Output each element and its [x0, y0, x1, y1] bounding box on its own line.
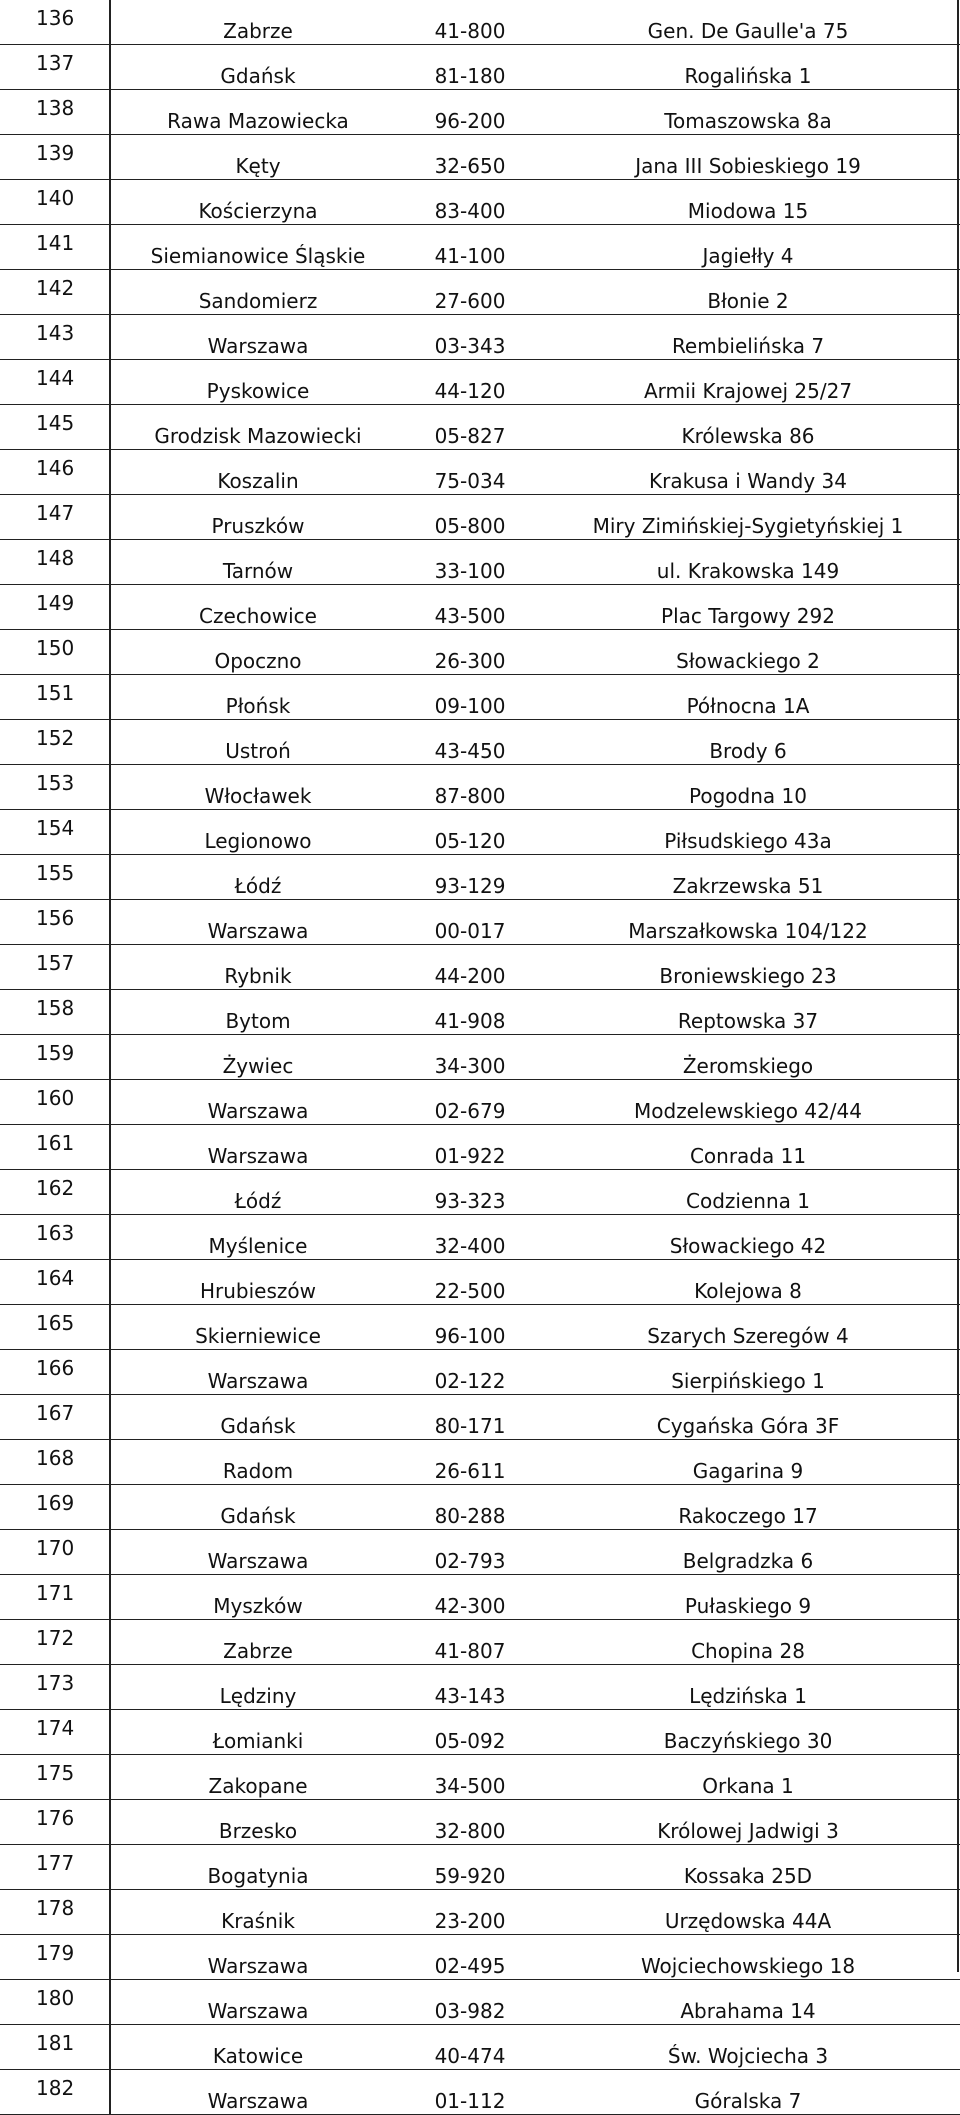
table-row [0, 1485, 960, 1530]
city-cell: Warszawa [110, 315, 405, 360]
postal-code-cell: 02-793 [405, 1530, 535, 1575]
city-cell: Kościerzyna [110, 180, 405, 225]
street-cell: Żeromskiego [535, 1035, 960, 1080]
table-row [0, 855, 960, 900]
row-number-cell: 146 [0, 450, 110, 495]
table-row [0, 720, 960, 765]
street-cell: Jagiełły 4 [535, 225, 960, 270]
city-cell: Tarnów [110, 540, 405, 585]
row-number-cell: 154 [0, 810, 110, 855]
row-number-cell: 159 [0, 1035, 110, 1080]
street-cell: Pułaskiego 9 [535, 1575, 960, 1620]
row-number-cell: 137 [0, 45, 110, 90]
table-row [0, 45, 960, 90]
table-row [0, 1440, 960, 1485]
street-cell: Słowackiego 2 [535, 630, 960, 675]
table-row [0, 2070, 960, 2115]
row-number-cell: 151 [0, 675, 110, 720]
street-cell: Marszałkowska 104/122 [535, 900, 960, 945]
postal-code-cell: 01-112 [405, 2070, 535, 2115]
table-row [0, 450, 960, 495]
street-cell: Rogalińska 1 [535, 45, 960, 90]
row-number-cell: 168 [0, 1440, 110, 1485]
table-row [0, 1350, 960, 1395]
row-number-cell: 145 [0, 405, 110, 450]
street-cell: Belgradzka 6 [535, 1530, 960, 1575]
postal-code-cell: 09-100 [405, 675, 535, 720]
street-cell: Szarych Szeregów 4 [535, 1305, 960, 1350]
row-number-cell: 166 [0, 1350, 110, 1395]
city-cell: Radom [110, 1440, 405, 1485]
row-number-cell: 169 [0, 1485, 110, 1530]
street-cell: Tomaszowska 8a [535, 90, 960, 135]
city-cell: Płońsk [110, 675, 405, 720]
row-number-cell: 175 [0, 1755, 110, 1800]
street-cell: Kolejowa 8 [535, 1260, 960, 1305]
street-cell: Rembielińska 7 [535, 315, 960, 360]
street-cell: Św. Wojciecha 3 [535, 2025, 960, 2070]
city-cell: Gdańsk [110, 1395, 405, 1440]
table-row [0, 360, 960, 405]
city-cell: Czechowice [110, 585, 405, 630]
city-cell: Opoczno [110, 630, 405, 675]
row-number-cell: 156 [0, 900, 110, 945]
city-cell: Warszawa [110, 2070, 405, 2115]
street-cell: Baczyńskiego 30 [535, 1710, 960, 1755]
postal-code-cell: 05-120 [405, 810, 535, 855]
table-row [0, 405, 960, 450]
table-row [0, 225, 960, 270]
row-number-cell: 139 [0, 135, 110, 180]
table-row [0, 1890, 960, 1935]
street-cell: Zakrzewska 51 [535, 855, 960, 900]
table-right-border [957, 0, 959, 1972]
postal-code-cell: 00-017 [405, 900, 535, 945]
street-cell: Królewska 86 [535, 405, 960, 450]
table-row [0, 1395, 960, 1440]
table-row [0, 810, 960, 855]
row-number-cell: 150 [0, 630, 110, 675]
postal-code-cell: 80-288 [405, 1485, 535, 1530]
row-number-cell: 149 [0, 585, 110, 630]
postal-code-cell: 93-129 [405, 855, 535, 900]
row-number-cell: 170 [0, 1530, 110, 1575]
table-row [0, 1755, 960, 1800]
row-number-cell: 157 [0, 945, 110, 990]
street-cell: Lędzińska 1 [535, 1665, 960, 1710]
postal-code-cell: 02-495 [405, 1935, 535, 1980]
row-number-cell: 164 [0, 1260, 110, 1305]
postal-code-cell: 34-300 [405, 1035, 535, 1080]
postal-code-cell: 81-180 [405, 45, 535, 90]
postal-code-cell: 03-982 [405, 1980, 535, 2025]
street-cell: Brody 6 [535, 720, 960, 765]
street-cell: Urzędowska 44A [535, 1890, 960, 1935]
street-cell: Miry Zimińskiej-Sygietyńskiej 1 [535, 495, 960, 540]
city-cell: Warszawa [110, 1125, 405, 1170]
postal-code-cell: 33-100 [405, 540, 535, 585]
street-cell: Słowackiego 42 [535, 1215, 960, 1260]
table-row [0, 1530, 960, 1575]
table-row [0, 1035, 960, 1080]
street-cell: Gagarina 9 [535, 1440, 960, 1485]
table-row [0, 0, 960, 45]
row-number-cell: 182 [0, 2070, 110, 2115]
table-row [0, 1845, 960, 1890]
street-cell: Miodowa 15 [535, 180, 960, 225]
postal-code-cell: 32-800 [405, 1800, 535, 1845]
postal-code-cell: 26-300 [405, 630, 535, 675]
postal-code-cell: 27-600 [405, 270, 535, 315]
street-cell: Błonie 2 [535, 270, 960, 315]
street-cell: Krakusa i Wandy 34 [535, 450, 960, 495]
table-row [0, 675, 960, 720]
row-number-cell: 179 [0, 1935, 110, 1980]
postal-code-cell: 42-300 [405, 1575, 535, 1620]
city-cell: Łódź [110, 1170, 405, 1215]
table-row [0, 900, 960, 945]
city-cell: Lędziny [110, 1665, 405, 1710]
city-cell: Bytom [110, 990, 405, 1035]
table-row [0, 1170, 960, 1215]
street-cell: Rakoczego 17 [535, 1485, 960, 1530]
table-row [0, 270, 960, 315]
postal-code-cell: 32-400 [405, 1215, 535, 1260]
table-row [0, 765, 960, 810]
street-cell: Reptowska 37 [535, 990, 960, 1035]
city-cell: Hrubieszów [110, 1260, 405, 1305]
city-cell: Myślenice [110, 1215, 405, 1260]
city-cell: Pyskowice [110, 360, 405, 405]
street-cell: Sierpińskiego 1 [535, 1350, 960, 1395]
street-cell: Kossaka 25D [535, 1845, 960, 1890]
postal-code-cell: 05-827 [405, 405, 535, 450]
postal-code-cell: 44-200 [405, 945, 535, 990]
row-number-cell: 171 [0, 1575, 110, 1620]
table-row [0, 1980, 960, 2025]
street-cell: ul. Krakowska 149 [535, 540, 960, 585]
postal-code-cell: 43-450 [405, 720, 535, 765]
table-row [0, 1665, 960, 1710]
street-cell: Conrada 11 [535, 1125, 960, 1170]
table-row [0, 1800, 960, 1845]
postal-code-cell: 41-908 [405, 990, 535, 1035]
table-row [0, 1080, 960, 1125]
table-row [0, 1620, 960, 1665]
street-cell: Pogodna 10 [535, 765, 960, 810]
city-cell: Warszawa [110, 1530, 405, 1575]
postal-code-cell: 83-400 [405, 180, 535, 225]
row-number-cell: 153 [0, 765, 110, 810]
street-cell: Piłsudskiego 43a [535, 810, 960, 855]
table-row [0, 1710, 960, 1755]
row-number-cell: 143 [0, 315, 110, 360]
postal-code-cell: 01-922 [405, 1125, 535, 1170]
table-row [0, 135, 960, 180]
postal-code-cell: 05-092 [405, 1710, 535, 1755]
row-number-cell: 167 [0, 1395, 110, 1440]
row-number-cell: 136 [0, 0, 110, 45]
street-cell: Armii Krajowej 25/27 [535, 360, 960, 405]
city-cell: Zabrze [110, 1620, 405, 1665]
postal-code-cell: 87-800 [405, 765, 535, 810]
table-row [0, 1305, 960, 1350]
city-cell: Koszalin [110, 450, 405, 495]
row-number-cell: 177 [0, 1845, 110, 1890]
row-number-cell: 148 [0, 540, 110, 585]
city-cell: Sandomierz [110, 270, 405, 315]
city-cell: Kraśnik [110, 1890, 405, 1935]
postal-code-cell: 02-122 [405, 1350, 535, 1395]
row-number-cell: 140 [0, 180, 110, 225]
row-number-cell: 152 [0, 720, 110, 765]
row-number-cell: 160 [0, 1080, 110, 1125]
street-cell: Plac Targowy 292 [535, 585, 960, 630]
row-number-cell: 162 [0, 1170, 110, 1215]
street-cell: Orkana 1 [535, 1755, 960, 1800]
city-cell: Pruszków [110, 495, 405, 540]
row-number-cell: 181 [0, 2025, 110, 2070]
postal-code-cell: 59-920 [405, 1845, 535, 1890]
postal-code-cell: 43-143 [405, 1665, 535, 1710]
postal-code-cell: 43-500 [405, 585, 535, 630]
city-cell: Warszawa [110, 1080, 405, 1125]
city-cell: Legionowo [110, 810, 405, 855]
table-row [0, 990, 960, 1035]
table-row [0, 585, 960, 630]
city-cell: Rybnik [110, 945, 405, 990]
row-number-cell: 172 [0, 1620, 110, 1665]
row-number-cell: 141 [0, 225, 110, 270]
postal-code-cell: 02-679 [405, 1080, 535, 1125]
city-cell: Żywiec [110, 1035, 405, 1080]
table-row [0, 630, 960, 675]
row-number-cell: 144 [0, 360, 110, 405]
city-cell: Myszków [110, 1575, 405, 1620]
row-number-cell: 138 [0, 90, 110, 135]
city-cell: Łódź [110, 855, 405, 900]
row-number-cell: 180 [0, 1980, 110, 2025]
street-cell: Modzelewskiego 42/44 [535, 1080, 960, 1125]
street-cell: Codzienna 1 [535, 1170, 960, 1215]
street-cell: Broniewskiego 23 [535, 945, 960, 990]
table-row [0, 2025, 960, 2070]
postal-code-cell: 44-120 [405, 360, 535, 405]
postal-code-cell: 41-800 [405, 0, 535, 45]
table-row [0, 945, 960, 990]
row-number-cell: 142 [0, 270, 110, 315]
row-number-cell: 161 [0, 1125, 110, 1170]
postal-code-cell: 03-343 [405, 315, 535, 360]
postal-code-cell: 41-100 [405, 225, 535, 270]
city-cell: Warszawa [110, 1935, 405, 1980]
table-row [0, 1260, 960, 1305]
city-cell: Katowice [110, 2025, 405, 2070]
postal-code-cell: 80-171 [405, 1395, 535, 1440]
postal-code-cell: 40-474 [405, 2025, 535, 2070]
postal-code-cell: 34-500 [405, 1755, 535, 1800]
postal-code-cell: 32-650 [405, 135, 535, 180]
city-cell: Warszawa [110, 900, 405, 945]
city-cell: Gdańsk [110, 45, 405, 90]
city-cell: Łomianki [110, 1710, 405, 1755]
postal-code-cell: 23-200 [405, 1890, 535, 1935]
postal-code-cell: 96-100 [405, 1305, 535, 1350]
street-cell: Cygańska Góra 3F [535, 1395, 960, 1440]
postal-code-cell: 26-611 [405, 1440, 535, 1485]
city-cell: Zabrze [110, 0, 405, 45]
city-cell: Skierniewice [110, 1305, 405, 1350]
postal-code-cell: 22-500 [405, 1260, 535, 1305]
city-cell: Siemianowice Śląskie [110, 225, 405, 270]
table-row [0, 1935, 960, 1980]
city-cell: Rawa Mazowiecka [110, 90, 405, 135]
postal-code-cell: 75-034 [405, 450, 535, 495]
table-row [0, 315, 960, 360]
city-cell: Gdańsk [110, 1485, 405, 1530]
table-row [0, 495, 960, 540]
row-number-cell: 174 [0, 1710, 110, 1755]
row-number-cell: 165 [0, 1305, 110, 1350]
street-cell: Chopina 28 [535, 1620, 960, 1665]
table-row [0, 540, 960, 585]
row-number-cell: 176 [0, 1800, 110, 1845]
city-cell: Warszawa [110, 1350, 405, 1395]
row-number-cell: 158 [0, 990, 110, 1035]
row-number-cell: 163 [0, 1215, 110, 1260]
city-cell: Włocławek [110, 765, 405, 810]
city-cell: Grodzisk Mazowiecki [110, 405, 405, 450]
street-cell: Królowej Jadwigi 3 [535, 1800, 960, 1845]
row-number-cell: 147 [0, 495, 110, 540]
table-row [0, 1125, 960, 1170]
table-row [0, 1215, 960, 1260]
row-number-cell: 173 [0, 1665, 110, 1710]
city-cell: Zakopane [110, 1755, 405, 1800]
table-row [0, 1575, 960, 1620]
postal-code-cell: 93-323 [405, 1170, 535, 1215]
street-cell: Góralska 7 [535, 2070, 960, 2115]
postal-code-cell: 05-800 [405, 495, 535, 540]
city-cell: Kęty [110, 135, 405, 180]
street-cell: Gen. De Gaulle'a 75 [535, 0, 960, 45]
postal-code-cell: 41-807 [405, 1620, 535, 1665]
city-cell: Warszawa [110, 1980, 405, 2025]
city-cell: Bogatynia [110, 1845, 405, 1890]
row-number-cell: 178 [0, 1890, 110, 1935]
postal-code-cell: 96-200 [405, 90, 535, 135]
street-cell: Jana III Sobieskiego 19 [535, 135, 960, 180]
city-cell: Brzesko [110, 1800, 405, 1845]
street-cell: Północna 1A [535, 675, 960, 720]
table-row [0, 90, 960, 135]
row-number-cell: 155 [0, 855, 110, 900]
table-row [0, 180, 960, 225]
street-cell: Abrahama 14 [535, 1980, 960, 2025]
street-cell: Wojciechowskiego 18 [535, 1935, 960, 1980]
city-cell: Ustroń [110, 720, 405, 765]
